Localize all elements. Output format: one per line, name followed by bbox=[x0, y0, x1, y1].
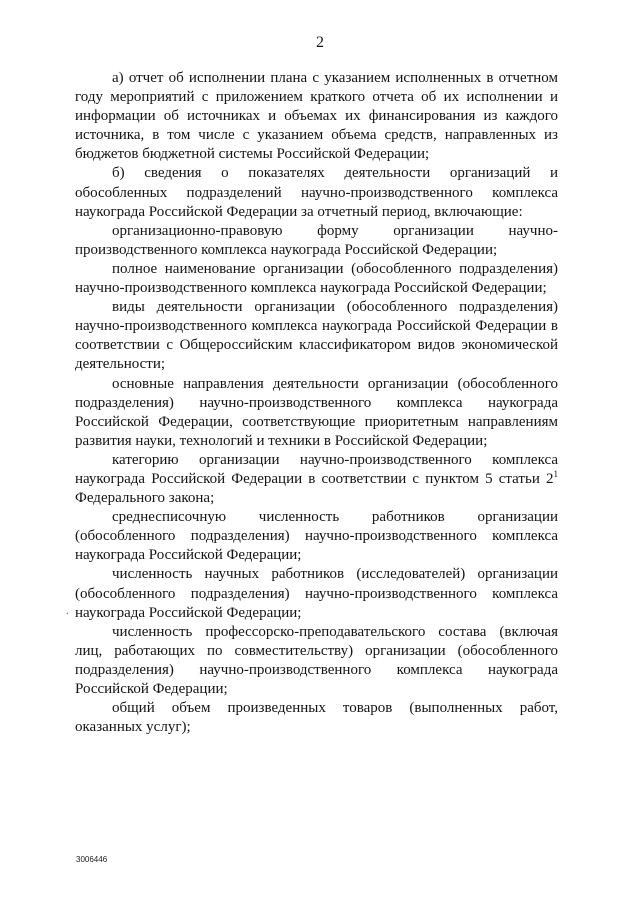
paragraph-text: полное наименование организации (обособленного подразделения) научно-производственного комплекса наукограда Российской Федерации; bbox=[75, 260, 558, 297]
paragraph-text: основные направления деятельности организации (обособленного подразделения) научно-производственного комплекса наукограда Российской Федерации, соответствующие приоритетным направлениям развития науки, технологий и техники в Российской Федерации; bbox=[75, 375, 558, 449]
document-code: 3006446 bbox=[76, 855, 108, 864]
paragraph-text: б) сведения о показателях деятельности организаций и обособленных подразделений научно-производственного комплекса наукограда Российской Федерации за отчетный период, включающие: bbox=[75, 165, 558, 220]
stray-mark: . bbox=[66, 606, 69, 617]
paragraph-researchers bbox=[75, 565, 558, 622]
paragraph-output-volume bbox=[75, 699, 558, 737]
paragraph-text-tail: Федерального закона; bbox=[75, 490, 215, 507]
paragraph-text: виды деятельности организации (обособленного подразделения) научно-производственного комплекса наукограда Российской Федерации в соответствии с Общероссийским классификатором видов экономической деятельности; bbox=[75, 299, 558, 373]
paragraph-text: организационно-правовую форму организации научно-производственного комплекса наукограда Российской Федерации; bbox=[75, 222, 558, 258]
page-number: 2 bbox=[316, 34, 324, 51]
paragraph-activity-types bbox=[75, 298, 558, 374]
paragraph-text: общий объем произведенных товаров (выполненных работ, оказанных услуг); bbox=[75, 700, 558, 736]
paragraph-headcount bbox=[75, 508, 558, 565]
paragraph-full-name bbox=[75, 260, 558, 298]
paragraph-main-directions bbox=[75, 375, 558, 451]
paragraph-text: категорию организации научно-производственного комплекса наукограда Российской Федерации в соответствии с пунктом 5 статьи 2 bbox=[75, 451, 558, 487]
paragraph-text: численность профессорско-преподавательского состава (включая лиц, работающих по совместительству) организации (обособленного подразделения) научно-производственного комплекса наукограда Российской Федерации; bbox=[75, 623, 558, 697]
paragraph-teaching-staff bbox=[75, 623, 558, 699]
paragraph-text: численность научных работников (исследователей) организации (обособленного подразделения) научно-производственного комплекса наукограда Российской Федерации; bbox=[75, 566, 558, 621]
document-body bbox=[75, 69, 558, 737]
paragraph-text: среднесписочную численность работников организации (обособленного подразделения) научно-производственного комплекса наукограда Российской Федерации; bbox=[75, 509, 558, 564]
paragraph-indicators bbox=[75, 164, 558, 221]
paragraph-category bbox=[75, 451, 558, 508]
paragraph-report bbox=[75, 69, 558, 164]
paragraph-legal-form bbox=[75, 222, 558, 260]
superscript: 1 bbox=[553, 468, 558, 479]
paragraph-text: а) отчет об исполнении плана с указанием исполненных в отчетном году мероприятий с приложением краткого отчета об их исполнении и информации об источниках и объемах их финансирования из каждого источника, в том числе с указанием объема средств, направленных из бюджетов бюджетной системы Российской Федерации; bbox=[75, 70, 558, 163]
